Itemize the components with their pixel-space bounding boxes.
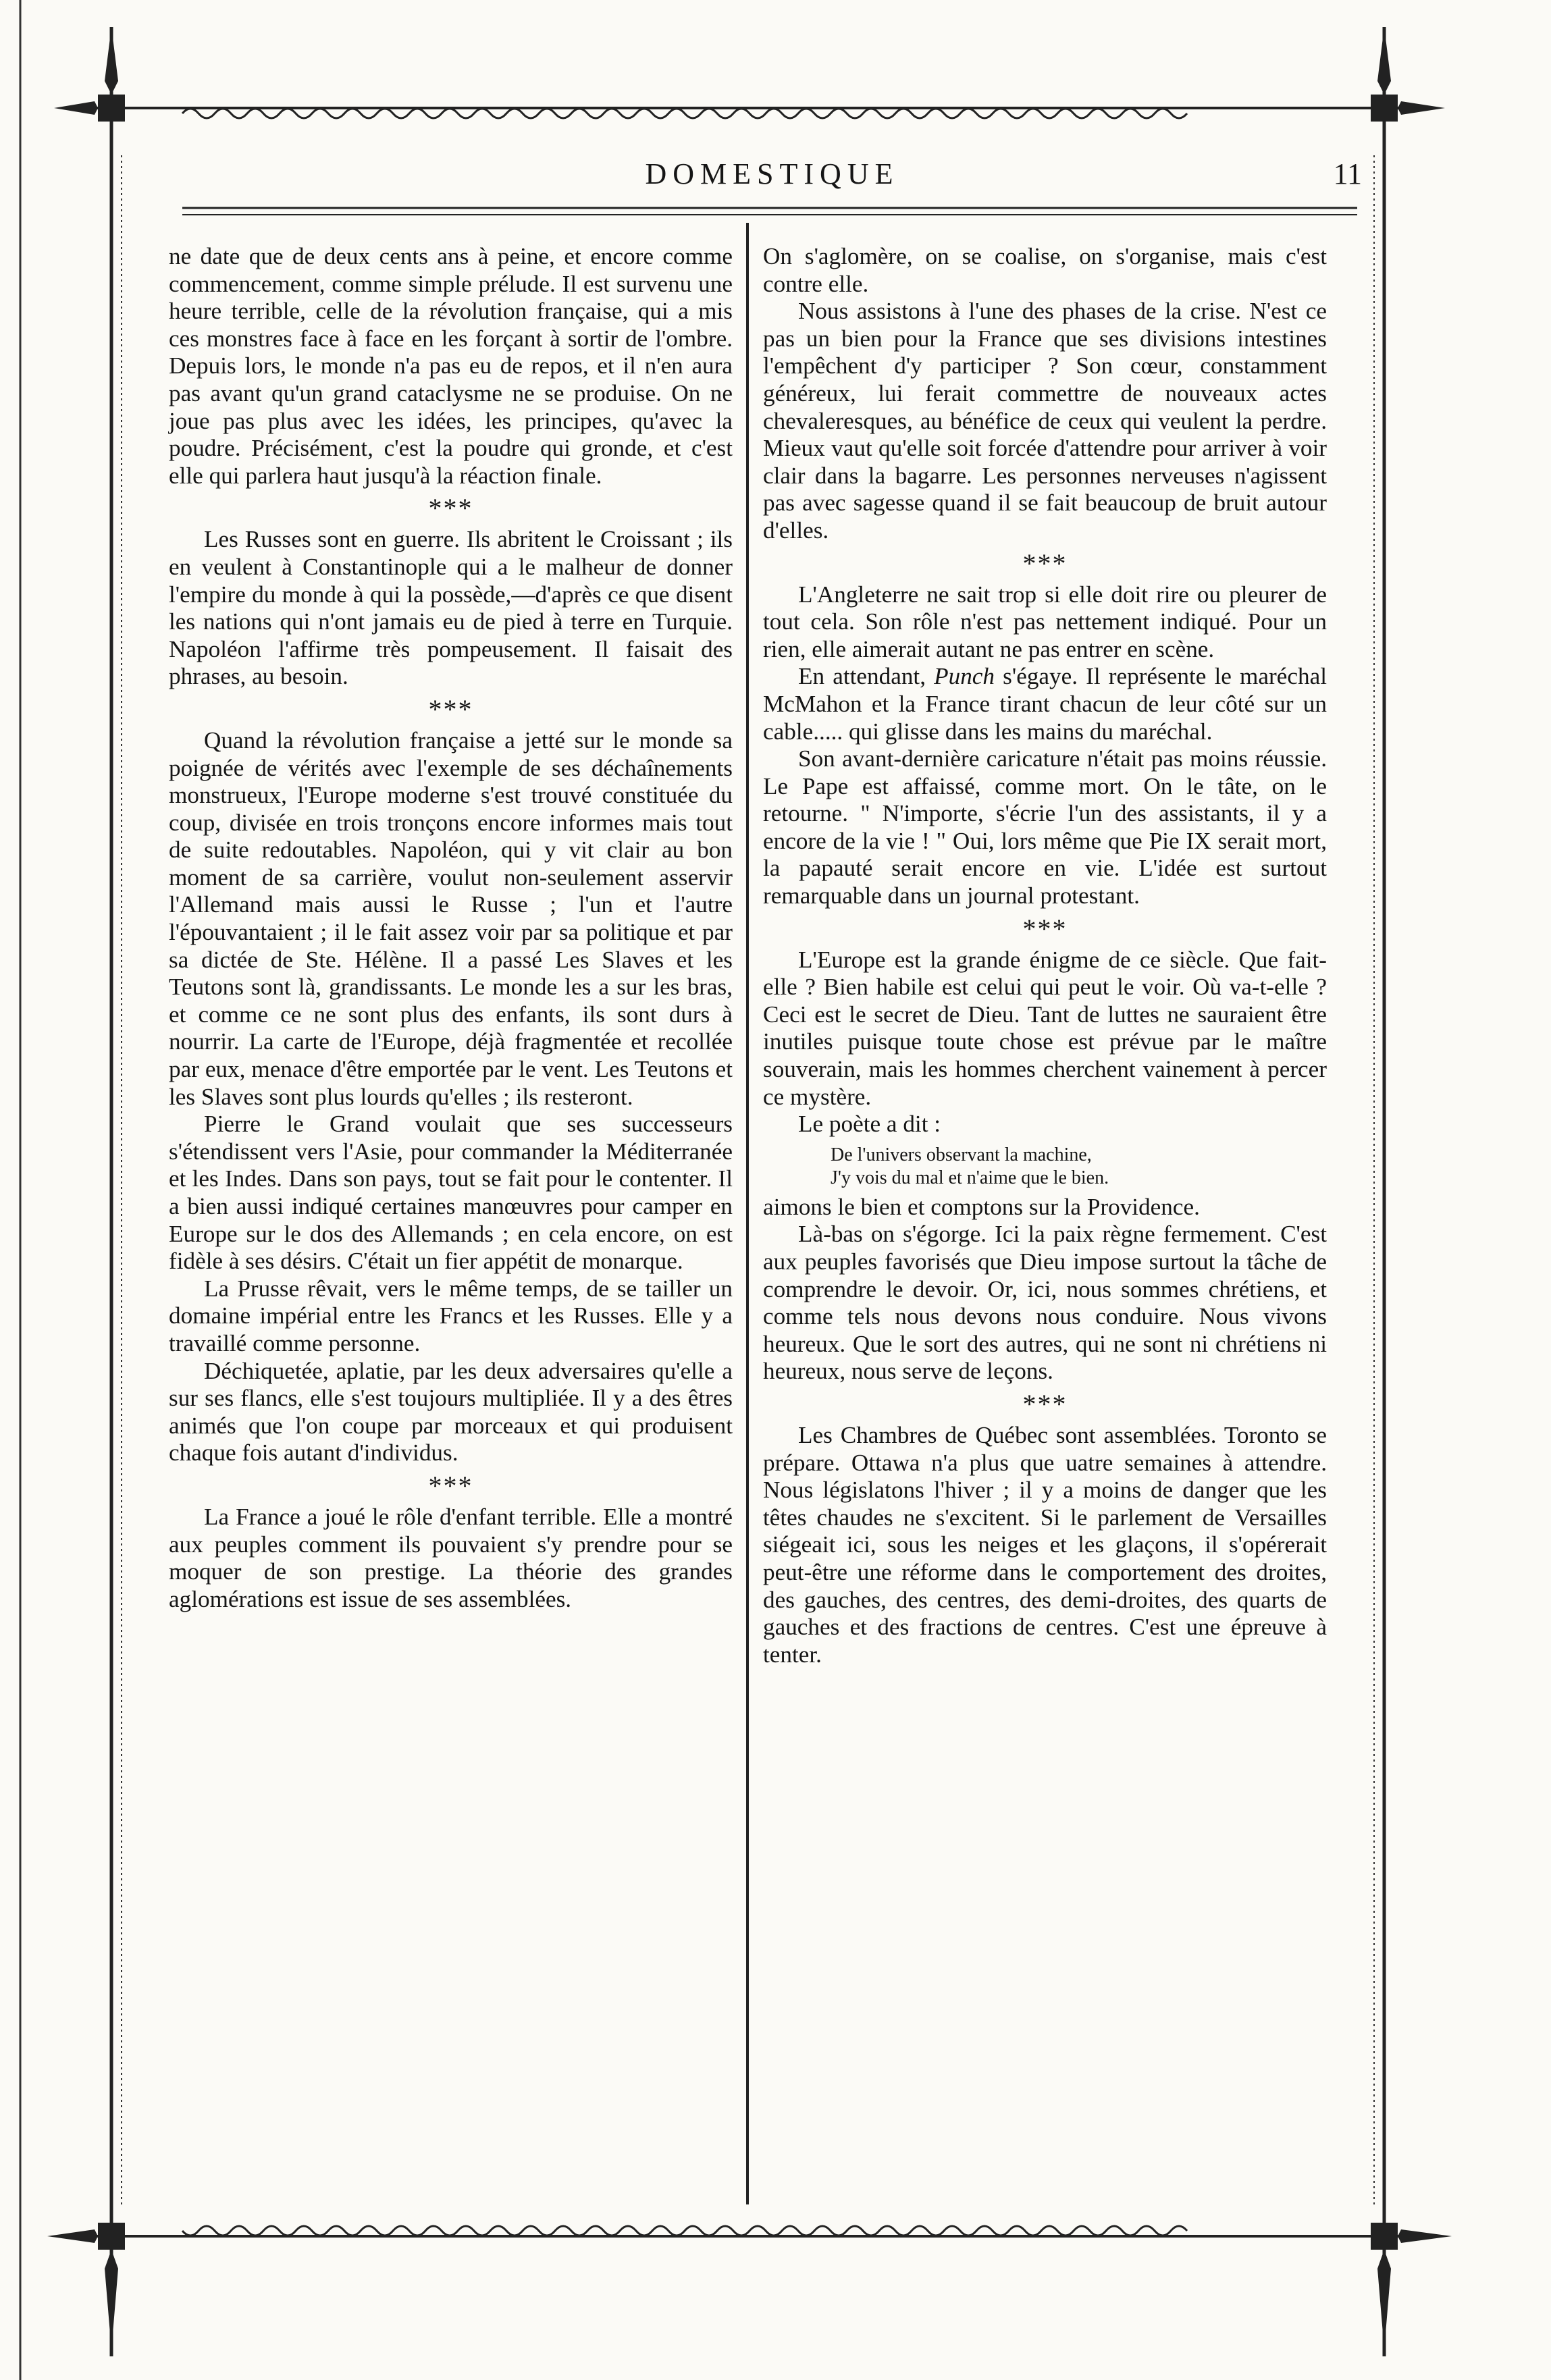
corner-ornament-top-left	[54, 27, 125, 122]
top-wave-ornament	[182, 109, 1187, 118]
corner-ornament-bottom-left	[47, 2223, 125, 2350]
paragraph-text: s'égaye. Il représente le maréchal McMahon et la France tirant chacun de leur côté sur un cable..... qui glisse dans les mains du maréchal.	[763, 663, 1327, 745]
paragraph: Les Russes sont en guerre. Ils abritent le Croissant ; ils en veulent à Constantinople qui a le malheur de donner l'empire du monde à qui la possède,—d'après ce que disent les nations qui n'ont jamais eu de pied à terre en Turquie. Napoléon l'affirme très pompeusement. Il faisait des phrases, au besoin.	[169, 526, 733, 690]
corner-ornament-top-right	[1371, 27, 1445, 122]
paragraph: Son avant-dernière caricature n'était pas moins réussie. Le Pape est affaissé, comme mort. On le tâte, on le retourne. " N'importe, s'écrie l'un des assistants, il y a encore de la vie ! " Oui, lors même que Pie IX serait mort, la papauté serait encore en vie. L'idée est surtout remarquable dans un journal protestant.	[763, 745, 1327, 909]
left-column	[169, 243, 733, 1613]
paragraph: aimons le bien et comptons sur la Providence.	[763, 1193, 1200, 1220]
page-title: DOMESTIQUE	[645, 157, 899, 190]
paragraph: La Prusse rêvait, vers le même temps, de se tailler un domaine impérial entre les Francs et les Russes. Elle y a travaillé comme personne.	[169, 1275, 733, 1356]
paragraph: L'Europe est la grande énigme de ce siècle. Que fait-elle ? Bien habile est celui qui peut le voir. Où va-t-elle ? Ceci est le secret de Dieu. Tant de luttes ne sauraient être inutiles puisque toute chose est prévue par le maître souverain, mais les hommes cherchent vainement à percer ce mystère.	[763, 946, 1327, 1110]
paragraph	[763, 663, 1327, 745]
paragraph: Pierre le Grand voulait que ses successeurs s'étendissent vers l'Asie, pour commander la Méditerranée et les Indes. Dans son pays, tout se fait pour le contenter. Il a bien aussi indiqué certaines manœuvres pour camper en Europe sur le dos des Allemands ; en cela encore, on est fidèle à ses désirs. C'était un fier appétit de monarque.	[169, 1111, 733, 1275]
quote-line: J'y vois du mal et n'aime que le bien.	[831, 1167, 1109, 1188]
paragraph-text: En attendant,	[798, 663, 935, 690]
quote-line: De l'univers observant la machine,	[831, 1144, 1092, 1165]
section-separator-stars: ***	[428, 693, 473, 724]
section-separator-stars: ***	[428, 1470, 473, 1501]
page-number: 11	[1333, 157, 1362, 190]
paragraph: Là-bas on s'égorge. Ici la paix règne fermement. C'est aux peuples favorisés que Dieu impose surtout la tâche de comprendre le devoir. Or, ici, nous sommes chrétiens, et comme tels nous devons nous conduire. Nous vivons heureux. Que le sort des autres, qui ne sont ni chrétiens ni heureux, nous serve de leçons.	[763, 1221, 1327, 1385]
section-separator-stars: ***	[1022, 548, 1068, 579]
publication-title: Punch	[934, 663, 995, 690]
section-separator-stars: ***	[428, 493, 473, 524]
paragraph: L'Angleterre ne sait trop si elle doit rire ou pleurer de tout cela. Son rôle n'est pas nettement indiqué. Pour un rien, elle aimerait autant ne pas entrer en scène.	[763, 581, 1327, 662]
paragraph: La France a joué le rôle d'enfant terrible. Elle a montré aux peuples comment ils pouvaient s'y prendre pour se moquer de son prestige. La théorie des grandes aglomérations est issue de ses assemblées.	[169, 1503, 733, 1612]
paragraph: Les Chambres de Québec sont assemblées. Toronto se prépare. Ottawa n'a plus que uatre semaines à attendre. Nous législatons l'hiver ; il y a moins de danger que les têtes chaudes ne s'excitent. Si le parlement de Versailles siégeait ici, sous les neiges et les glaçons, il s'opérerait peut-être une réforme dans le comportement des droites, des gauches, des centres, des demi-droites, des quarts de gauches et des fractions de centres. C'est une épreuve à tenter.	[763, 1421, 1327, 1668]
section-separator-stars: ***	[1022, 1388, 1068, 1419]
paragraph: Le poète a dit :	[798, 1111, 941, 1138]
paragraph: Quand la révolution française a jetté sur le monde sa poignée de vérités avec l'exemple de ses déchaînements monstrueux, l'Europe moderne s'est trouvé constituée du coup, divisée en trois tronçons encore informes mais tout de suite redoutables. Napoléon, qui y vit clair au bon moment de sa carrière, voulut non-seulement asservir l'Allemand mais aussi le Russe ; l'un et l'autre l'épouvantaient ; il le fait assez voir par sa politique et par sa dictée de Ste. Hélène. Il a passé Les Slaves et les Teutons sont là, grandissants. Le monde les a sur les bras, et comme ce ne sont plus des enfants, ils sont durs à nourrir. La carte de l'Europe, déjà fragmentée et recollée par eux, menace d'être emportée par le vent. Les Teutons et les Slaves sont plus lourds qu'elles ; ils resteront.	[169, 726, 733, 1110]
running-header	[182, 157, 1362, 197]
section-separator-stars: ***	[1022, 913, 1068, 944]
corner-ornament-bottom-right	[1371, 2223, 1452, 2350]
paragraph: ne date que de deux cents ans à peine, et encore comme commencement, comme simple prélude. Il est survenu une heure terrible, celle de la révolution française, qui a mis ces monstres face à face en les forçant à sortir de l'ombre. Depuis lors, le monde n'a pas eu de repos, et il n'en aura pas avant qu'un grand cataclysme ne se produise. On ne joue pas plus avec les idées, les principes, qu'avec la poudre. Précisément, c'est la poudre qui gronde, et c'est elle qui parlera haut jusqu'à la réaction finale.	[169, 243, 733, 489]
paragraph: On s'aglomère, on se coalise, on s'organise, mais c'est contre elle.	[763, 243, 1327, 297]
bottom-wave-ornament	[182, 2226, 1187, 2236]
right-column	[763, 243, 1327, 1668]
paragraph: Nous assistons à l'une des phases de la crise. N'est ce pas un bien pour la France que ses divisions intestines l'empêchent d'y participer ? Son cœur, constamment généreux, lui ferait commettre de nouveaux actes chevaleresques, au bénéfice de ceux qui veulent la perdre. Mieux vaut qu'elle soit forcée d'attendre pour arriver à voir clair dans la bagarre. Les personnes nerveuses n'agissent pas avec sagesse quand il se fait beaucoup de bruit autour d'elles.	[763, 298, 1327, 544]
poem-quote	[831, 1144, 1327, 1190]
paragraph: Déchiquetée, aplatie, par les deux adversaires qu'elle a sur ses flancs, elle s'est toujours multipliée. Il y a des êtres animés que l'on coupe par morceaux et qui produisent chaque fois autant d'individus.	[169, 1357, 733, 1466]
